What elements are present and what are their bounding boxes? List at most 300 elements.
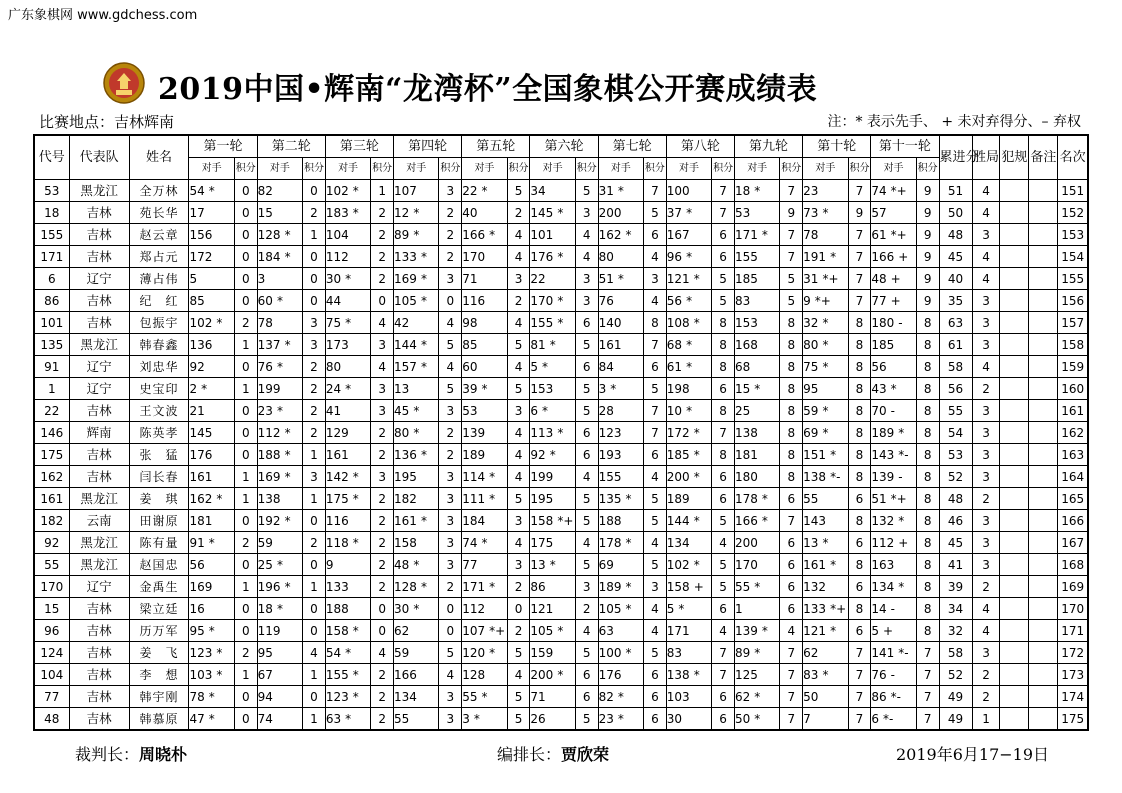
wins: 3 [972, 510, 1000, 532]
opponent-code: 178 [734, 491, 758, 506]
round-points: 7 [780, 708, 803, 731]
result-mark: * [284, 227, 291, 242]
round-points: 4 [575, 246, 598, 268]
round-points: 5 [644, 642, 667, 664]
round-points: 8 [780, 312, 803, 334]
round-opponent [257, 708, 302, 731]
opponent-code: 188 [325, 601, 349, 616]
player-name: 韩春鑫 [129, 334, 189, 356]
round-opponent [325, 290, 370, 312]
result-mark: * [678, 601, 685, 616]
result-mark: * [822, 359, 829, 374]
round-opponent [462, 334, 507, 356]
result-mark: * [276, 601, 283, 616]
wins: 3 [972, 290, 1000, 312]
result-mark: * [208, 689, 215, 704]
result-mark: * [481, 381, 488, 396]
col-opponent: 对手 [394, 158, 439, 180]
opponent-code: 48 [871, 271, 887, 286]
rank: 172 [1058, 642, 1088, 664]
player-code: 175 [34, 444, 69, 466]
round-opponent [803, 356, 848, 378]
result-mark: * [617, 689, 624, 704]
opponent-code: 103 [189, 667, 213, 682]
round-points: 6 [712, 224, 735, 246]
player-team: 吉林 [69, 708, 129, 731]
round-opponent [734, 224, 779, 246]
wins: 3 [972, 444, 1000, 466]
opponent-code: 54 [325, 645, 342, 660]
opponent-code: 161 [325, 447, 349, 462]
cumulative-score: 63 [939, 312, 972, 334]
result-mark: * [822, 337, 829, 352]
opponent-code: 169 [394, 271, 417, 286]
round-opponent [257, 180, 302, 202]
col-round-2: 第二轮 [257, 135, 325, 158]
opponent-code: 5 [189, 271, 198, 286]
round-opponent [803, 290, 848, 312]
round-opponent [462, 422, 507, 444]
round-points: 1 [303, 488, 326, 510]
round-opponent [189, 642, 234, 664]
remark [1029, 554, 1058, 576]
result-mark: * [216, 315, 223, 330]
round-points: 1 [303, 664, 326, 686]
round-points: 3 [507, 554, 530, 576]
round-points: 3 [439, 510, 462, 532]
round-opponent [734, 510, 779, 532]
wins: 3 [972, 422, 1000, 444]
round-points: 4 [439, 312, 462, 334]
round-points: 3 [575, 202, 598, 224]
opponent-code: 32 [803, 315, 819, 330]
round-opponent [734, 334, 779, 356]
round-points: 0 [507, 598, 530, 620]
opponent-code: 3 [598, 381, 607, 396]
table-row [34, 598, 1088, 620]
opponent-code: 184 [257, 249, 281, 264]
round-points: 2 [507, 576, 530, 598]
round-opponent [666, 708, 711, 731]
round-points: 2 [303, 378, 326, 400]
opponent-code: 139 [871, 469, 895, 484]
round-opponent [462, 444, 507, 466]
round-opponent [803, 444, 848, 466]
round-points: 2 [371, 246, 394, 268]
player-team: 吉林 [69, 224, 129, 246]
round-opponent [189, 510, 234, 532]
remark [1029, 422, 1058, 444]
round-opponent [666, 180, 711, 202]
opponent-code: 103 [666, 689, 690, 704]
rank: 173 [1058, 664, 1088, 686]
round-points: 2 [507, 620, 530, 642]
round-points: 2 [303, 400, 326, 422]
opponent-code: 128 [462, 667, 486, 682]
opponent-code: 37 [666, 205, 683, 220]
result-mark: * [420, 271, 427, 286]
player-name: 刘忠华 [129, 356, 189, 378]
round-points: 6 [780, 598, 803, 620]
round-opponent [871, 708, 916, 731]
opponent-code: 96 [666, 249, 683, 264]
remark [1029, 356, 1058, 378]
col-opponent: 对手 [462, 158, 507, 180]
player-code: 92 [34, 532, 69, 554]
round-opponent [666, 510, 711, 532]
opponent-code: 189 [666, 491, 690, 506]
round-points: 9 [916, 224, 939, 246]
opponent-code: 102 [189, 315, 213, 330]
result-mark: *- [898, 447, 909, 462]
player-team: 辽宁 [69, 356, 129, 378]
round-opponent [462, 664, 507, 686]
result-mark: *+ [489, 623, 506, 638]
round-points: 6 [644, 356, 667, 378]
remark [1029, 664, 1058, 686]
opponent-code: 89 [394, 227, 410, 242]
round-points: 2 [234, 312, 257, 334]
player-team: 黑龙江 [69, 554, 129, 576]
opponent-code: 80 [598, 249, 614, 264]
opponent-code: 21 [189, 403, 205, 418]
round-opponent [530, 290, 575, 312]
foul [1000, 620, 1029, 642]
round-points: 3 [371, 334, 394, 356]
opponent-code: 133 [394, 249, 417, 264]
opponent-code: 71 [462, 271, 478, 286]
col-points: 积分 [916, 158, 939, 180]
result-mark: * [754, 689, 761, 704]
round-points: 0 [234, 444, 257, 466]
result-mark: * [345, 271, 352, 286]
round-points: 8 [916, 620, 939, 642]
foul [1000, 356, 1029, 378]
rank: 175 [1058, 708, 1088, 731]
cumulative-score: 34 [939, 598, 972, 620]
round-opponent [734, 422, 779, 444]
round-points: 4 [712, 532, 735, 554]
round-points: 7 [780, 686, 803, 708]
opponent-code: 18 [257, 601, 273, 616]
round-opponent [462, 290, 507, 312]
round-points: 8 [848, 422, 871, 444]
round-points: 1 [371, 180, 394, 202]
round-points: 7 [644, 422, 667, 444]
cumulative-score: 49 [939, 686, 972, 708]
opponent-code: 17 [189, 205, 205, 220]
round-opponent [189, 488, 234, 510]
round-points: 7 [712, 202, 735, 224]
wins: 2 [972, 576, 1000, 598]
opponent-code: 155 [598, 469, 622, 484]
wins: 3 [972, 312, 1000, 334]
wins: 3 [972, 334, 1000, 356]
result-mark: * [420, 447, 427, 462]
cumulative-score: 48 [939, 488, 972, 510]
opponent-code: 77 [462, 557, 478, 572]
opponent-code: 138 [666, 667, 690, 682]
round-points: 3 [575, 290, 598, 312]
round-points: 7 [848, 224, 871, 246]
cumulative-score: 32 [939, 620, 972, 642]
opponent-code: 78 [257, 315, 273, 330]
opponent-code: 112 [462, 601, 486, 616]
round-points: 6 [575, 312, 598, 334]
opponent-code: 92 [530, 447, 546, 462]
opponent-code: 173 [325, 337, 349, 352]
opponent-code: 161 [189, 469, 213, 484]
round-opponent [189, 224, 234, 246]
wins: 2 [972, 488, 1000, 510]
round-opponent [871, 510, 916, 532]
round-opponent [189, 334, 234, 356]
round-points: 5 [507, 488, 530, 510]
result-mark: * [216, 645, 223, 660]
opponent-code: 26 [530, 711, 546, 726]
round-points: 3 [439, 180, 462, 202]
round-points: 2 [439, 422, 462, 444]
round-points: 2 [303, 422, 326, 444]
result-mark: * [420, 579, 427, 594]
opponent-code: 199 [257, 381, 281, 396]
round-points: 8 [848, 356, 871, 378]
opponent-code: 80 [325, 359, 342, 374]
result-mark: * [830, 447, 837, 462]
round-points: 8 [916, 488, 939, 510]
round-opponent [189, 532, 234, 554]
result-mark: * [413, 601, 420, 616]
round-points: 2 [234, 642, 257, 664]
round-opponent [734, 598, 779, 620]
round-opponent [189, 708, 234, 731]
foul [1000, 268, 1029, 290]
round-opponent [598, 466, 643, 488]
player-team: 吉林 [69, 312, 129, 334]
opponent-code: 3 [257, 271, 266, 286]
round-points: 8 [916, 598, 939, 620]
round-opponent [394, 598, 439, 620]
round-points: 6 [780, 554, 803, 576]
round-points: 8 [848, 554, 871, 576]
opponent-code: 151 [803, 447, 827, 462]
table-row [34, 356, 1088, 378]
result-mark: * [822, 535, 829, 550]
round-points: 3 [439, 532, 462, 554]
round-points: 6 [575, 664, 598, 686]
result-mark: * [693, 557, 700, 572]
round-opponent [189, 444, 234, 466]
opponent-code: 169 [257, 469, 281, 484]
player-name: 苑长华 [129, 202, 189, 224]
round-points: 9 [916, 290, 939, 312]
opponent-code: 196 [257, 579, 281, 594]
foul [1000, 246, 1029, 268]
round-points: 0 [234, 422, 257, 444]
round-opponent [530, 620, 575, 642]
round-opponent [734, 488, 779, 510]
round-points: 7 [916, 664, 939, 686]
round-points: 0 [234, 708, 257, 731]
round-points: 0 [303, 554, 326, 576]
round-opponent [734, 444, 779, 466]
col-opponent: 对手 [734, 158, 779, 180]
result-mark: * [693, 425, 700, 440]
round-opponent [530, 246, 575, 268]
opponent-code: 55 [394, 711, 410, 726]
player-name: 李 想 [129, 664, 189, 686]
round-opponent [394, 686, 439, 708]
round-opponent [598, 620, 643, 642]
foul [1000, 180, 1029, 202]
round-points: 0 [234, 400, 257, 422]
round-points: 6 [712, 686, 735, 708]
rank: 165 [1058, 488, 1088, 510]
col-cumulative: 累进分 [939, 135, 972, 180]
cumulative-score: 46 [939, 510, 972, 532]
round-opponent [394, 576, 439, 598]
round-points: 0 [303, 598, 326, 620]
opponent-code: 112 [257, 425, 281, 440]
wins: 4 [972, 620, 1000, 642]
player-team: 吉林 [69, 246, 129, 268]
remark [1029, 642, 1058, 664]
round-points: 2 [303, 532, 326, 554]
rank: 164 [1058, 466, 1088, 488]
result-mark: * [625, 579, 632, 594]
round-points: 3 [439, 708, 462, 731]
round-opponent [325, 488, 370, 510]
round-opponent [598, 532, 643, 554]
remark [1029, 598, 1058, 620]
rank: 156 [1058, 290, 1088, 312]
arranger-label: 编排长： [497, 745, 562, 764]
opponent-code: 136 [394, 447, 417, 462]
player-name: 梁立廷 [129, 598, 189, 620]
opponent-code: 56 [666, 293, 683, 308]
result-mark: * [693, 271, 700, 286]
remark [1029, 312, 1058, 334]
round-opponent [189, 356, 234, 378]
opponent-code: 185 [871, 337, 895, 352]
opponent-code: 78 [189, 689, 205, 704]
opponent-code: 158 [666, 579, 690, 594]
round-points: 8 [848, 444, 871, 466]
player-team: 辽宁 [69, 378, 129, 400]
player-name: 历万军 [129, 620, 189, 642]
round-points: 9 [916, 180, 939, 202]
opponent-code: 183 [325, 205, 349, 220]
opponent-code: 92 [189, 359, 205, 374]
opponent-code: 135 [598, 491, 622, 506]
round-opponent [325, 466, 370, 488]
opponent-code: 134 [871, 579, 895, 594]
result-mark: * [557, 249, 564, 264]
round-points: 5 [507, 708, 530, 731]
opponent-code: 53 [734, 205, 751, 220]
result-mark: * [693, 315, 700, 330]
result-mark: + [693, 579, 704, 594]
wins: 3 [972, 554, 1000, 576]
opponent-code: 200 [734, 535, 758, 550]
round-points: 4 [644, 466, 667, 488]
round-points: 3 [439, 554, 462, 576]
round-opponent [871, 356, 916, 378]
opponent-code: 70 [871, 403, 887, 418]
round-opponent [325, 620, 370, 642]
rank: 154 [1058, 246, 1088, 268]
round-points: 8 [916, 334, 939, 356]
round-opponent [189, 312, 234, 334]
col-round-4: 第四轮 [394, 135, 462, 158]
remark [1029, 444, 1058, 466]
round-points: 9 [780, 202, 803, 224]
referee-name: 周晓朴 [139, 745, 188, 764]
round-points: 0 [303, 180, 326, 202]
opponent-code: 53 [462, 403, 478, 418]
result-mark: * [617, 271, 624, 286]
remark [1029, 510, 1058, 532]
cumulative-score: 58 [939, 356, 972, 378]
round-points: 2 [371, 510, 394, 532]
opponent-code: 94 [257, 689, 273, 704]
player-code: 55 [34, 554, 69, 576]
round-opponent [598, 224, 643, 246]
opponent-code: 111 [462, 491, 486, 506]
player-team: 吉林 [69, 466, 129, 488]
opponent-code: 185 [734, 271, 758, 286]
round-points: 8 [780, 356, 803, 378]
wins: 2 [972, 664, 1000, 686]
result-mark: * [625, 535, 632, 550]
player-name: 闫长春 [129, 466, 189, 488]
round-opponent [871, 224, 916, 246]
opponent-code: 76 [871, 667, 887, 682]
col-opponent: 对手 [257, 158, 302, 180]
foul [1000, 598, 1029, 620]
cumulative-score: 56 [939, 378, 972, 400]
remark [1029, 488, 1058, 510]
player-name: 张 猛 [129, 444, 189, 466]
foul [1000, 400, 1029, 422]
result-mark: - [890, 667, 895, 682]
rank: 167 [1058, 532, 1088, 554]
opponent-code: 132 [871, 513, 895, 528]
opponent-code: 171 [666, 623, 690, 638]
round-points: 0 [234, 686, 257, 708]
result-mark: * [686, 293, 693, 308]
opponent-code: 189 [462, 447, 486, 462]
round-opponent [462, 378, 507, 400]
round-opponent [803, 708, 848, 731]
round-points: 3 [439, 488, 462, 510]
result-mark: * [754, 579, 761, 594]
round-opponent [598, 598, 643, 620]
opponent-code: 161 [394, 513, 417, 528]
opponent-code: 159 [530, 645, 554, 660]
opponent-code: 78 [803, 227, 819, 242]
player-name: 姜 琪 [129, 488, 189, 510]
round-points: 7 [848, 268, 871, 290]
round-points: 4 [507, 664, 530, 686]
round-opponent [462, 620, 507, 642]
table-row [34, 224, 1088, 246]
result-mark: * [542, 359, 549, 374]
result-mark: * [557, 667, 564, 682]
opponent-code: 5 [530, 359, 539, 374]
round-opponent [325, 554, 370, 576]
player-name: 王文波 [129, 400, 189, 422]
